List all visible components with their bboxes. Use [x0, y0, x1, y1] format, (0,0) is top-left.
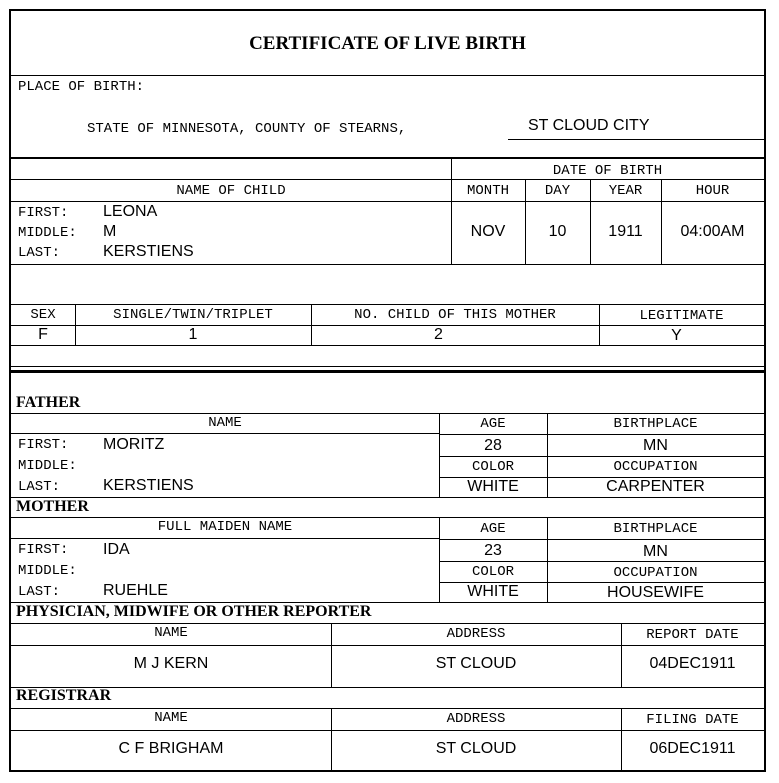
child-first-name: LEONA: [103, 203, 158, 220]
date-of-birth-header: DATE OF BIRTH: [552, 163, 663, 179]
divider: [525, 179, 526, 264]
divider: [11, 623, 764, 624]
divider: [11, 708, 764, 709]
divider: [11, 264, 764, 265]
divider: [439, 539, 764, 540]
mother-birthplace: MN: [643, 543, 668, 560]
city-underline: [508, 139, 765, 140]
sex-value: F: [38, 326, 48, 343]
registrar-address-label: ADDRESS: [446, 711, 506, 727]
divider: [11, 433, 439, 434]
divider: [590, 179, 591, 264]
father-middle-label: MIDDLE:: [18, 458, 77, 474]
father-color: WHITE: [467, 478, 519, 495]
divider: [451, 157, 452, 264]
child-number-value: 2: [434, 326, 443, 343]
divider: [11, 179, 451, 180]
divider: [75, 304, 76, 345]
father-last-label: LAST:: [18, 479, 61, 495]
hour-header: HOUR: [695, 183, 730, 199]
father-occupation: CARPENTER: [606, 478, 705, 495]
father-age-label: AGE: [480, 416, 506, 432]
father-color-label: COLOR: [471, 459, 514, 475]
father-name-header: NAME: [208, 415, 242, 431]
mother-middle-label: MIDDLE:: [18, 563, 77, 579]
father-occupation-label: OCCUPATION: [613, 459, 698, 475]
divider: [331, 623, 332, 687]
filing-date-label: FILING DATE: [646, 712, 739, 728]
child-last-name: KERSTIENS: [103, 243, 194, 260]
divider: [621, 623, 622, 687]
birth-year: 1911: [608, 223, 643, 240]
day-header: DAY: [544, 183, 571, 199]
filing-date: 06DEC1911: [649, 740, 736, 757]
child-middle-name: M: [103, 223, 117, 240]
report-date-label: REPORT DATE: [646, 627, 739, 643]
child-last-label: LAST:: [18, 245, 61, 261]
year-header: YEAR: [608, 183, 643, 199]
mother-birthplace-label: BIRTHPLACE: [613, 521, 698, 537]
physician-address-label: ADDRESS: [446, 626, 506, 642]
mother-last-label: LAST:: [18, 584, 61, 600]
mother-name-header: FULL MAIDEN NAME: [157, 519, 293, 535]
mother-occupation: HOUSEWIFE: [607, 584, 704, 601]
birth-day: 10: [548, 223, 567, 240]
physician-section-title: PHYSICIAN, MIDWIFE OR OTHER REPORTER: [16, 603, 372, 620]
mother-color-label: COLOR: [471, 564, 514, 580]
mother-first-name: IDA: [103, 541, 130, 558]
mother-age-label: AGE: [480, 521, 506, 537]
father-birthplace: MN: [643, 437, 668, 454]
father-first-name: MORITZ: [103, 436, 165, 453]
divider: [11, 730, 764, 731]
divider: [547, 517, 548, 602]
divider: [451, 179, 764, 180]
legitimate-label: LEGITIMATE: [639, 308, 724, 324]
divider: [11, 370, 764, 373]
divider: [11, 345, 764, 346]
divider: [11, 538, 439, 539]
divider: [311, 304, 312, 345]
divider: [11, 497, 764, 498]
divider: [11, 517, 764, 518]
physician-name-label: NAME: [154, 625, 188, 641]
registrar-name-label: NAME: [154, 710, 188, 726]
divider: [11, 201, 764, 202]
divider: [439, 413, 440, 497]
birth-hour: 04:00AM: [680, 223, 745, 240]
physician-address: ST CLOUD: [435, 655, 517, 672]
legitimate-value: Y: [671, 327, 682, 344]
month-header: MONTH: [466, 183, 509, 199]
place-of-birth-label: PLACE OF BIRTH:: [18, 79, 145, 95]
divider: [547, 413, 548, 497]
father-birthplace-label: BIRTHPLACE: [613, 416, 698, 432]
divider: [439, 456, 764, 457]
divider: [11, 304, 764, 305]
registrar-address: ST CLOUD: [435, 740, 517, 757]
divider: [331, 708, 332, 770]
father-first-label: FIRST:: [18, 437, 69, 453]
plurality-value: 1: [188, 326, 198, 343]
registrar-section-title: REGISTRAR: [16, 687, 112, 704]
father-age: 28: [484, 437, 502, 454]
mother-last-name: RUEHLE: [103, 582, 168, 599]
divider: [439, 434, 764, 435]
divider: [11, 687, 764, 688]
certificate-title: CERTIFICATE OF LIVE BIRTH: [249, 33, 526, 54]
divider: [11, 366, 764, 367]
physician-name: M J KERN: [133, 655, 209, 672]
father-section-title: FATHER: [16, 394, 81, 411]
birth-month: NOV: [470, 223, 506, 240]
divider: [439, 561, 764, 562]
divider: [11, 645, 764, 646]
state-county-text: STATE OF MINNESOTA, COUNTY OF STEARNS,: [87, 121, 407, 137]
name-of-child-header: NAME OF CHILD: [176, 183, 286, 199]
divider: [11, 413, 764, 414]
divider: [11, 75, 764, 76]
divider: [439, 517, 440, 602]
sex-label: SEX: [30, 307, 56, 323]
divider: [621, 708, 622, 770]
mother-section-title: MOTHER: [16, 498, 89, 515]
mother-age: 23: [484, 542, 502, 559]
birth-certificate: [9, 9, 766, 772]
report-date: 04DEC1911: [649, 655, 736, 672]
child-number-label: NO. CHILD OF THIS MOTHER: [354, 307, 556, 323]
divider: [599, 304, 600, 345]
mother-first-label: FIRST:: [18, 542, 69, 558]
divider: [661, 179, 662, 264]
mother-occupation-label: OCCUPATION: [613, 565, 698, 581]
child-middle-label: MIDDLE:: [18, 225, 77, 241]
city-value: ST CLOUD CITY: [528, 117, 650, 134]
child-first-label: FIRST:: [18, 205, 69, 221]
registrar-name: C F BRIGHAM: [118, 740, 224, 757]
father-last-name: KERSTIENS: [103, 477, 194, 494]
mother-color: WHITE: [467, 583, 519, 600]
divider: [11, 157, 764, 159]
plurality-label: SINGLE/TWIN/TRIPLET: [113, 307, 273, 323]
